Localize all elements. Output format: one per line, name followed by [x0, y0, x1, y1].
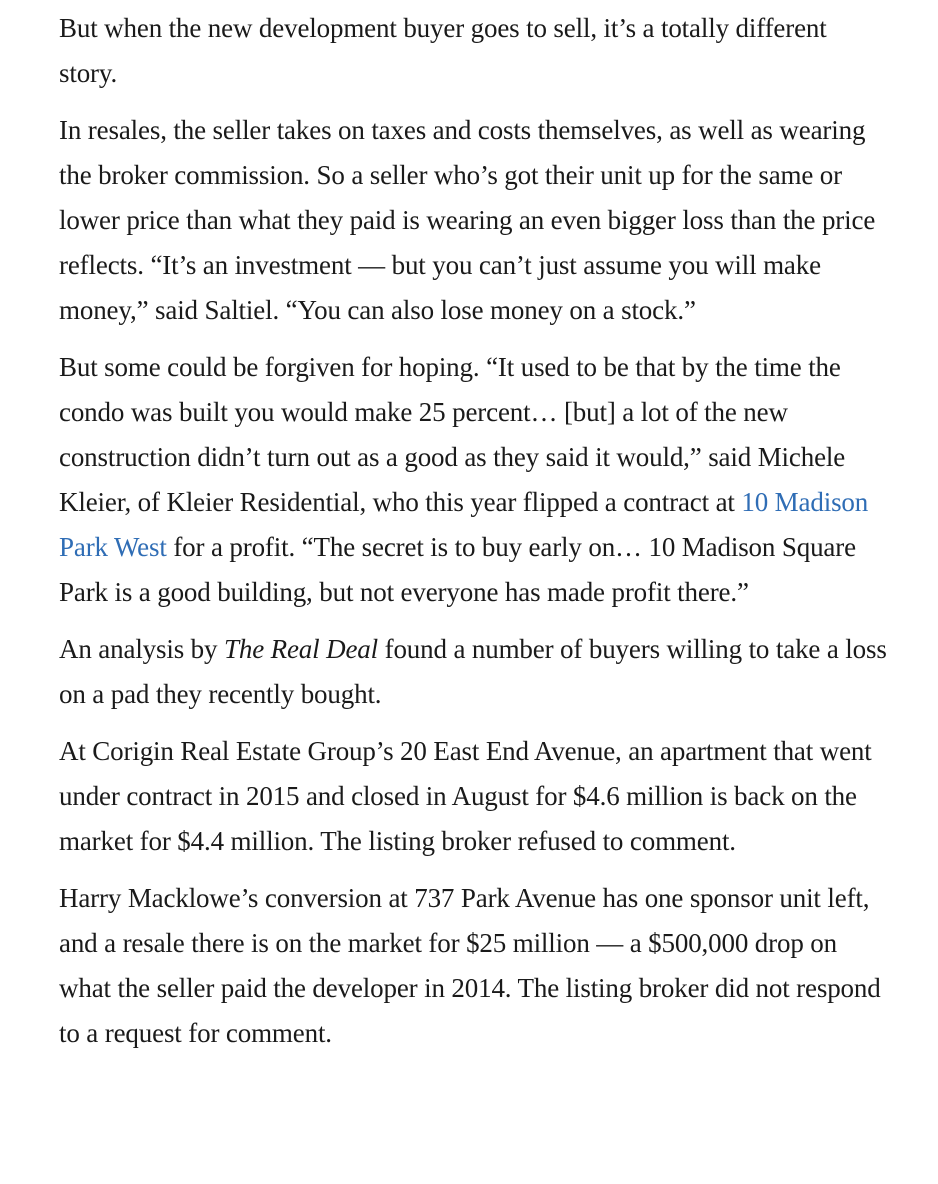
paragraph-kleier-quote	[59, 345, 889, 615]
paragraph-text-after-italic: found a number of buyers willing to take a loss on a pad they recently bought.	[59, 634, 887, 709]
paragraph-737-park: Harry Macklowe’s conversion at 737 Park Avenue has one sponsor unit left, and a resale there is on the market for $25 million — a $500,000 drop on what the seller paid the developer in 2014. The listing broker did not respond to a request for comment.	[59, 883, 881, 1048]
paragraph-20-east-end: At Corigin Real Estate Group’s 20 East End Avenue, an apartment that went under contract in 2015 and closed in August for $4.6 million is back on the market for $4.4 million. The listing broker refused to comment.	[59, 736, 872, 856]
article-body	[59, 6, 889, 1068]
paragraph-text-after-link: for a profit. “The secret is to buy early on… 10 Madison Square Park is a good building, but not everyone has made profit there.”	[59, 532, 856, 607]
paragraph-resales-costs: In resales, the seller takes on taxes and costs themselves, as well as wearing the broker commission. So a seller who’s got their unit up for the same or lower price than what they paid is wearing an even bigger loss than the price reflects. “It’s an investment — but you can’t just assume you will make money,” said Saltiel. “You can also lose money on a stock.”	[59, 115, 876, 325]
paragraph-text-before-link: But some could be forgiven for hoping. “It used to be that by the time the condo was built you would make 25 percent… [but] a lot of the new construction didn’t turn out as a good as they said it would,” said Michele Kleier, of Kleier Residential, who this year flipped a contract at	[59, 352, 846, 517]
paragraph-new-development-story: But when the new development buyer goes to sell, it’s a totally different story.	[59, 13, 827, 88]
publication-name: The Real Deal	[223, 634, 378, 664]
paragraph-text-before-italic: An analysis by	[59, 634, 224, 664]
link-10-madison-park-west[interactable]: 10 Madison Park West	[59, 487, 869, 562]
paragraph-trd-analysis	[59, 627, 889, 717]
